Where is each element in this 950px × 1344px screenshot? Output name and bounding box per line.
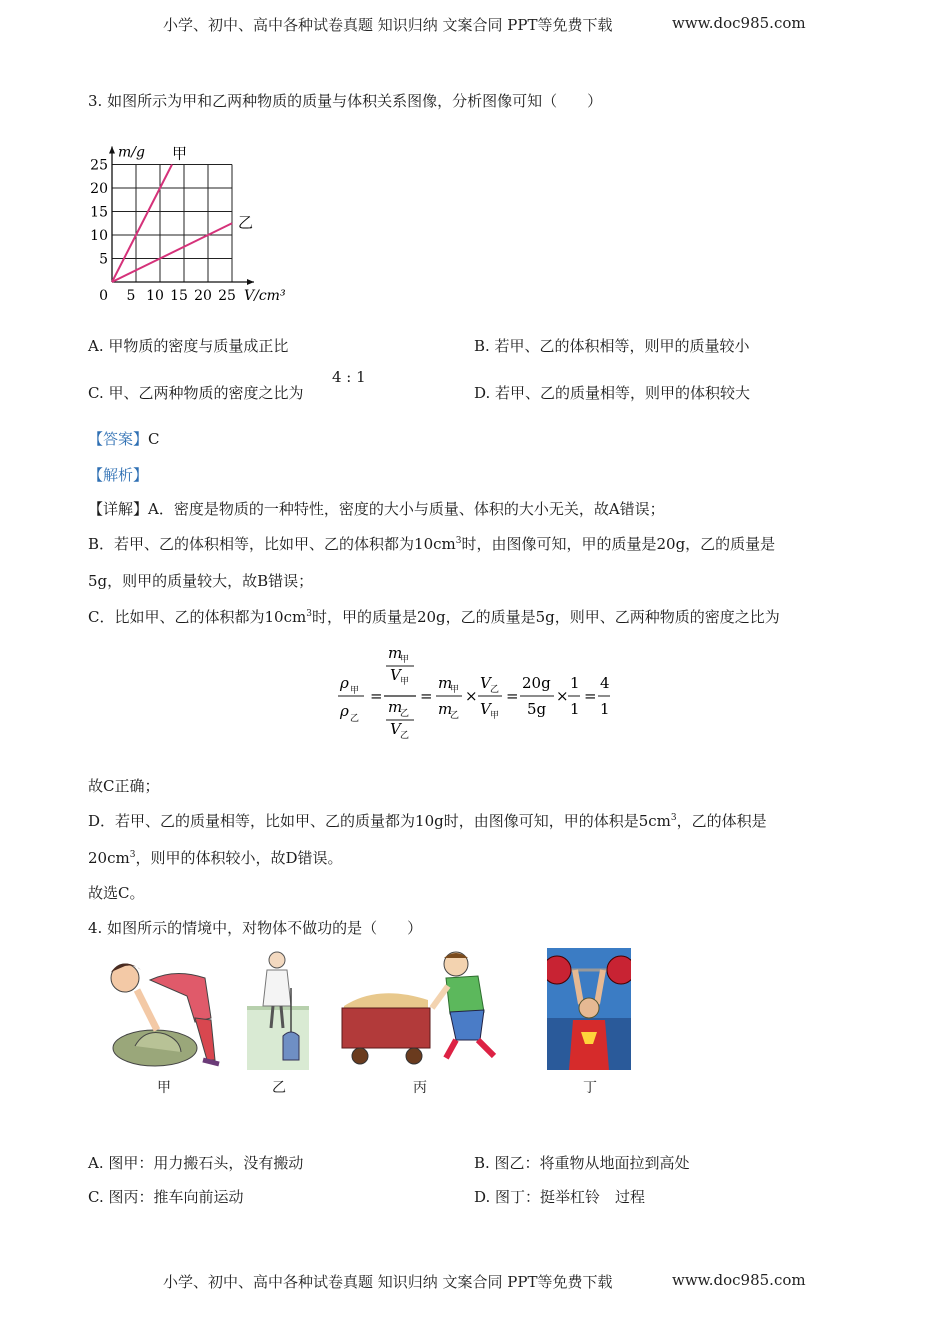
svg-text:甲: 甲 (400, 677, 410, 687)
times-2: × (556, 687, 569, 705)
svg-text:甲: 甲 (400, 655, 410, 665)
q3-option-d: D. 若甲、乙的质量相等，则甲的体积较大 (474, 384, 751, 402)
series-line-jia (112, 165, 172, 283)
times-1: × (465, 687, 478, 705)
detail-line-b2: 5g，则甲的质量较大，故B错误； (88, 572, 314, 590)
footer-text: 小学、初中、高中各种试卷真题 知识归纳 文案合同 PPT等免费下载 (163, 1273, 613, 1291)
x-axis-arrow (247, 279, 254, 285)
x-tick-label: 5 (126, 288, 136, 304)
m-yi-bottom: m (388, 698, 403, 716)
v-jia-top: V (390, 666, 401, 684)
caption-jia: 甲 (157, 1080, 171, 1096)
svg-text:乙: 乙 (400, 731, 410, 741)
svg-text:乙: 乙 (400, 709, 410, 719)
x-tick-label: 15 (170, 288, 188, 304)
sub-yi: 乙 (350, 714, 360, 724)
sup-three: 3 (129, 850, 136, 860)
y-tick-label: 5 (99, 251, 108, 268)
v-yi-bottom: V (390, 720, 401, 738)
y-axis-arrow (109, 147, 115, 154)
q4-option-a: A. 图甲：用力搬石头，没有搬动 (88, 1154, 304, 1172)
sup-three: 3 (670, 813, 677, 823)
answer-tag: 【答案】 (88, 430, 149, 448)
y-tick-label: 25 (90, 157, 108, 174)
picture-yi-pulling-weight (247, 948, 309, 1070)
header-site: www.doc985.com (672, 14, 806, 32)
detail-tag: 【详解】 (88, 500, 149, 518)
q4-option-c: C. 图丙：推车向前运动 (88, 1188, 244, 1206)
svg-text:甲: 甲 (450, 685, 460, 695)
picture-bing-pushing-cart (338, 948, 523, 1070)
sup-three: 3 (306, 609, 312, 619)
q3-option-c-ratio: 4 : 1 (332, 368, 366, 386)
header-text: 小学、初中、高中各种试卷真题 知识归纳 文案合同 PPT等免费下载 (163, 16, 613, 34)
x-tick-label: 20 (194, 288, 212, 304)
footer-site: www.doc985.com (672, 1271, 806, 1289)
q3-option-c: C. 甲、乙两种物质的密度之比为 (88, 384, 304, 402)
q4-stem: 4. 如图所示的情境中，对物体不做功的是（ ） (88, 919, 423, 937)
svg-text:乙: 乙 (490, 685, 500, 695)
svg-text:乙: 乙 (450, 711, 460, 721)
rho-jia: ρ (340, 674, 349, 692)
x-axis-label: V/cm³ (244, 288, 286, 304)
caption-bing: 丙 (413, 1080, 427, 1096)
rho-yi: ρ (340, 702, 349, 720)
q3-option-a: A. 甲物质的密度与质量成正比 (88, 337, 289, 355)
caption-ding: 丁 (583, 1080, 597, 1096)
detail-d1-pre: D．若甲、乙的质量相等，比如甲、乙的质量都为10g时，由图像可知，甲的体积是5cm (88, 812, 671, 830)
detail-line-c1 (88, 606, 780, 627)
density-ratio-formula (336, 640, 626, 750)
num-4: 4 (600, 674, 610, 692)
q3-stem: 3. 如图所示为甲和乙两种物质的质量与体积关系图像，分析图像可知（ ） (88, 92, 603, 110)
chart-grid (112, 165, 232, 283)
detail-line-b1 (88, 533, 775, 554)
y-tick-label: 10 (90, 228, 108, 244)
equals-4: = (584, 687, 597, 705)
svg-text:1: 1 (570, 700, 580, 718)
x-tick-label: 0 (99, 288, 108, 304)
svg-text:m: m (438, 674, 453, 692)
analysis-tag: 【解析】 (88, 466, 149, 484)
chart-lines (112, 165, 232, 283)
svg-text:V: V (480, 700, 491, 718)
chart-labels (90, 145, 286, 305)
detail-line-d2 (88, 847, 342, 868)
picture-jia-lifting-stone (95, 948, 225, 1070)
mass-volume-chart (82, 130, 302, 310)
q3-option-b: B. 若甲、乙的体积相等，则甲的质量较小 (474, 337, 750, 355)
svg-text:甲: 甲 (490, 711, 500, 721)
y-tick-label: 20 (90, 181, 108, 197)
num-20g: 20g (522, 674, 551, 692)
detail-line-d1 (88, 810, 767, 831)
detail-b1-pre: B．若甲、乙的体积相等，比如甲、乙的体积都为10cm (88, 535, 456, 553)
answer-value: C (148, 430, 160, 448)
detail-c1-post: 时，甲的质量是20g，乙的质量是5g，则甲、乙两种物质的密度之比为 (311, 608, 780, 626)
equals-1: = (370, 687, 383, 705)
detail-a-text: A．密度是物质的一种特性，密度的大小与质量、体积的大小无关，故A错误； (148, 500, 665, 518)
sup-three: 3 (455, 536, 462, 546)
q4-option-d: D. 图丁：挺举杠铃 过程 (474, 1188, 646, 1206)
svg-text:m: m (438, 700, 453, 718)
detail-d2-pre: 20cm (88, 849, 130, 867)
x-tick-label: 10 (146, 288, 164, 304)
series-label-jia: 甲 (172, 144, 188, 163)
series-line-yi (112, 223, 232, 282)
detail-c1-pre: C．比如甲、乙的体积都为10cm (88, 608, 307, 626)
detail-d2-post: ，则甲的体积较小，故D错误。 (135, 849, 343, 867)
svg-text:1: 1 (600, 700, 610, 718)
svg-text:V: V (480, 674, 491, 692)
series-label-yi: 乙 (238, 213, 254, 232)
m-jia-top: m (388, 644, 403, 662)
detail-final: 故选C。 (88, 884, 145, 902)
detail-line-c-end: 故C正确； (88, 777, 160, 795)
y-tick-label: 15 (90, 204, 108, 221)
detail-line-a (88, 498, 665, 519)
detail-d1-post: ，乙的体积是 (676, 812, 767, 830)
q4-option-b: B. 图乙：将重物从地面拉到高处 (474, 1154, 690, 1172)
caption-yi: 乙 (272, 1080, 286, 1096)
y-axis-label: m/g (118, 144, 145, 161)
x-tick-label: 25 (218, 288, 236, 304)
answer-line (88, 428, 160, 449)
sub-jia: 甲 (350, 686, 360, 696)
detail-b1-post: 时，由图像可知，甲的质量是20g，乙的质量是 (461, 535, 776, 553)
num-5g: 5g (527, 700, 547, 718)
equals-2: = (420, 687, 433, 705)
equals-3: = (506, 687, 519, 705)
svg-text:1: 1 (570, 674, 580, 692)
picture-ding-weightlifting (547, 948, 631, 1070)
